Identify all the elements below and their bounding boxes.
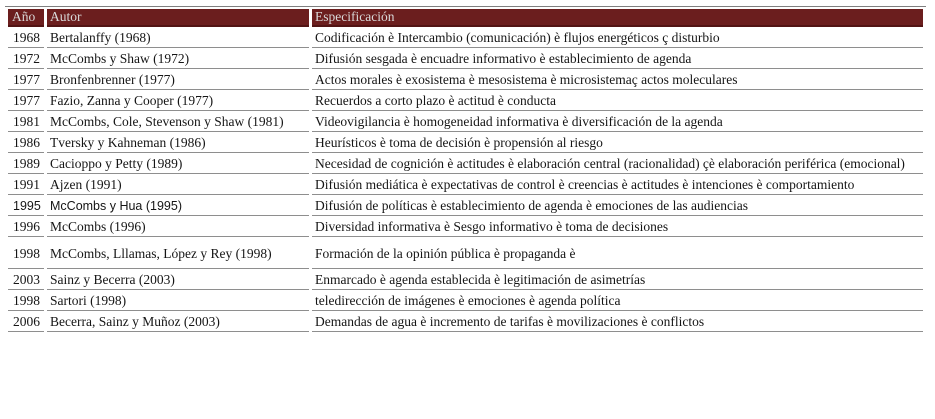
table-row — [8, 176, 923, 195]
year-cell: 1986 — [8, 134, 44, 153]
table-row — [8, 92, 923, 111]
year-cell: 1995 — [8, 197, 44, 216]
year-cell: 1977 — [8, 71, 44, 90]
specification-cell: Enmarcado è agenda establecida è legitimación de asimetrías — [312, 271, 923, 290]
table-row — [8, 271, 923, 290]
year-cell: 1996 — [8, 218, 44, 237]
table-body — [8, 29, 923, 332]
specification-cell: Actos morales è exosistema è mesosistema è microsistemaç actos moleculares — [312, 71, 923, 90]
specification-cell: Heurísticos è toma de decisión è propensión al riesgo — [312, 134, 923, 153]
table-row — [8, 155, 923, 174]
author-cell: McCombs y Shaw (1972) — [47, 50, 309, 69]
column-header-ano: Año — [8, 9, 44, 27]
table-row — [8, 218, 923, 237]
table-row — [8, 313, 923, 332]
year-cell: 1972 — [8, 50, 44, 69]
author-cell: Becerra, Sainz y Muñoz (2003) — [47, 313, 309, 332]
table-row — [8, 134, 923, 153]
header-row — [8, 9, 923, 27]
specification-cell: Difusión sesgada è encuadre informativo è establecimiento de agenda — [312, 50, 923, 69]
table-row — [8, 29, 923, 48]
specification-cell: teledirección de imágenes è emociones è agenda política — [312, 292, 923, 311]
table-header — [8, 9, 923, 27]
author-cell: Bertalanffy (1968) — [47, 29, 309, 48]
specification-cell: Difusión mediática è expectativas de control è creencias è actitudes è intenciones è comportamiento — [312, 176, 923, 195]
author-cell: Tversky y Kahneman (1986) — [47, 134, 309, 153]
year-cell: 1968 — [8, 29, 44, 48]
author-cell: Ajzen (1991) — [47, 176, 309, 195]
specification-cell: Formación de la opinión pública è propaganda è — [312, 239, 923, 269]
author-cell: McCombs, Cole, Stevenson y Shaw (1981) — [47, 113, 309, 132]
year-cell: 2006 — [8, 313, 44, 332]
author-cell: Cacioppo y Petty (1989) — [47, 155, 309, 174]
specification-cell: Videovigilancia è homogeneidad informativa è diversificación de la agenda — [312, 113, 923, 132]
year-cell: 1989 — [8, 155, 44, 174]
year-cell: 1998 — [8, 292, 44, 311]
specification-cell: Necesidad de cognición è actitudes è elaboración central (racionalidad) çè elaboración periférica (emocional) — [312, 155, 923, 174]
specification-cell: Recuerdos a corto plazo è actitud è conducta — [312, 92, 923, 111]
year-cell: 2003 — [8, 271, 44, 290]
year-cell: 1981 — [8, 113, 44, 132]
author-cell: Bronfenbrenner (1977) — [47, 71, 309, 90]
table-row — [8, 197, 923, 216]
year-cell: 1991 — [8, 176, 44, 195]
author-cell: McCombs (1996) — [47, 218, 309, 237]
author-cell: Fazio, Zanna y Cooper (1977) — [47, 92, 309, 111]
author-cell: McCombs, Lllamas, López y Rey (1998) — [47, 239, 309, 269]
table-row — [8, 71, 923, 90]
table-row — [8, 113, 923, 132]
year-cell: 1977 — [8, 92, 44, 111]
specification-cell: Demandas de agua è incremento de tarifas è movilizaciones è conflictos — [312, 313, 923, 332]
author-cell: Sartori (1998) — [47, 292, 309, 311]
author-cell: Sainz y Becerra (2003) — [47, 271, 309, 290]
year-cell: 1998 — [8, 239, 44, 269]
table-row — [8, 239, 923, 269]
column-header-especificacion: Especificación — [312, 9, 923, 27]
table-row — [8, 50, 923, 69]
column-header-autor: Autor — [47, 9, 309, 27]
specification-cell: Difusión de políticas è establecimiento de agenda è emociones de las audiencias — [312, 197, 923, 216]
specification-cell: Codificación è Intercambio (comunicación) è flujos energéticos ç disturbio — [312, 29, 923, 48]
table-row — [8, 292, 923, 311]
author-cell: McCombs y Hua (1995) — [47, 197, 309, 216]
document-page — [0, 6, 935, 419]
reference-table — [5, 6, 926, 334]
specification-cell: Diversidad informativa è Sesgo informativo è toma de decisiones — [312, 218, 923, 237]
